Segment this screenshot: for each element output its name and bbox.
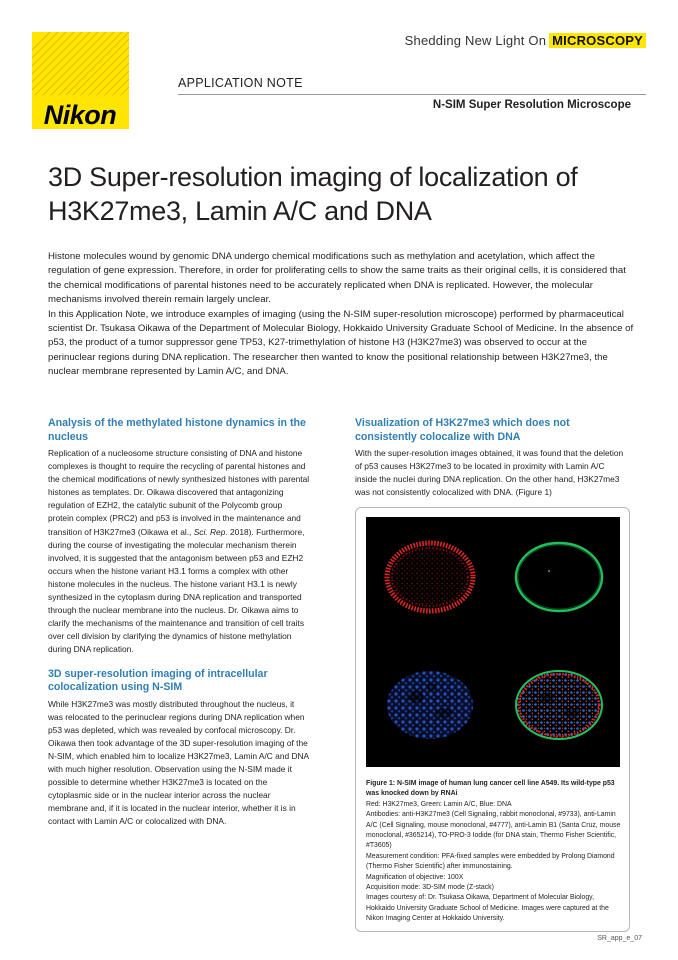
caption-title: Figure 1: N-SIM image of human lung cancer cell line A549. Its wild-type p53 was knocked down by RNAi xyxy=(366,780,615,798)
section-body-imaging: While H3K27me3 was mostly distributed throughout the nucleus, it was relocated to the perinuclear regions during DNA replication when p53 was depleted, which was revealed by confocal microscopy. Dr. Oikawa then took advantage of the 3D super-resolution imaging of the N-SIM, which enabled him to localize H3K27me3, Lamin A/C and DNA with much higher resolution. Observation using the N-SIM made it possible to determine whether H3K27me3 is located on the cytoplasmic side or in the nuclear interior across the nuclear membrane and, if it is located in the nuclear interior, whether it is in contact with Lamin A/C or colocalized with DNA. xyxy=(48,698,309,827)
nikon-logo xyxy=(32,32,129,129)
logo-rays-icon xyxy=(32,32,129,129)
section-body-analysis xyxy=(48,447,310,657)
section-heading-analysis: Analysis of the methylated histone dynamics in the nucleus xyxy=(48,417,306,443)
header-divider xyxy=(178,94,646,95)
intro-text xyxy=(48,250,634,380)
figure-caption xyxy=(366,779,622,925)
product-name: N-SIM Super Resolution Microscope xyxy=(432,99,631,111)
panel-h3k27me3 xyxy=(387,543,473,611)
section-label: APPLICATION NOTE xyxy=(178,76,303,90)
left-column xyxy=(48,417,310,828)
panel-merge xyxy=(516,671,602,739)
caption-line: Magnification of objective: 100X xyxy=(366,873,464,881)
caption-line: Acquisition mode: 3D-SIM mode (Z-stack) xyxy=(366,884,494,892)
caption-line: Measurement condition: PFA-fixed samples were embedded by Prolong Diamond (Thermo Fisher Scientific) after immunostaining. xyxy=(366,852,615,871)
panel-lamin xyxy=(516,543,602,611)
right-column xyxy=(355,417,627,499)
page-title xyxy=(48,160,638,228)
title-line-2: H3K27me3, Lamin A/C and DNA xyxy=(48,196,432,226)
document-code: SR_app_e_07 xyxy=(597,935,642,942)
section-heading-visualization: Visualization of H3K27me3 which does not consistently colocalize with DNA xyxy=(355,417,570,443)
analysis-text-b: . 2018). Furthermore, during the course of investigating the molecular mechanism therein involved, it is suggested that the antagonism between p53 and EZH2 occurs when the histone variant H3.1 forms a complex with other histone molecules in the nucleus. The histone variant H3.1 is newly synthesized in the cytoplasm during DNA replication and transported through the nuclear membrane into the nucleus. Dr. Oikawa aims to clarify the mechanisms of the maintenance and transition of cell traits over cell division by clarifying the dynamics of histone methylation during DNA replication. xyxy=(48,526,305,655)
caption-line: Red: H3K27me3, Green: Lamin A/C, Blue: DNA xyxy=(366,800,512,808)
figure-image xyxy=(366,517,620,767)
title-line-1: 3D Super-resolution imaging of localization of xyxy=(48,162,578,192)
intro-paragraph-1: Histone molecules wound by genomic DNA undergo chemical modifications such as methylation and acetylation, which affect the regulation of gene expression. Therefore, in order for proliferating cells to show the same traits as their original cells, it is considered that the chemical modifications of parental histones need to be accurately replicated when DNA is replicated. However, the molecular mechanisms involved therein remain largely unclear. xyxy=(48,251,626,306)
tagline-highlight: MICROSCOPY xyxy=(549,33,646,48)
tagline-prefix: Shedding New Light On xyxy=(404,33,547,48)
analysis-text-a: Replication of a nucleosome structure consisting of DNA and histone complexes is thought to require the recycling of parental histones and the chemical modifications of newly synthesized histones with parental histones as templates. Dr. Oikawa discovered that antagonizing regulation of EZH2, the catalytic subunit of the Polycomb group protein complex (PRC2) and p53 is involved in the maintenance and transition of H3K27me3 (Oikawa et al., xyxy=(48,448,310,537)
microscopy-panels xyxy=(366,517,620,767)
section-heading-imaging: 3D super-resolution imaging of intracellular colocalization using N-SIM xyxy=(48,667,268,693)
analysis-reference: Sci. Rep xyxy=(193,526,226,537)
section-body-visualization: With the super-resolution images obtained, it was found that the deletion of p53 causes H3K27me3 to be located in proximity with Lamin A/C inside the nuclei during DNA replication. On the other hand, H3K27me3 was not consistently colocalized with DNA. (Figure 1) xyxy=(355,448,624,498)
panel-dna xyxy=(387,671,473,739)
caption-line: Antibodies: anti-H3K27me3 (Cell Signaling, rabbit monoclonal, #9733), anti-Lamin A/C (Cell Signaling, mouse monoclonal, #4777), anti-Lamin B1 (Santa Cruz, mouse monoclonal, #365214), TO-PRO-3 Iodide (for DNA stain, Thermo Fisher Scientific, #T3605) xyxy=(366,811,621,850)
tagline xyxy=(405,33,646,48)
logo-wordmark: Nikon xyxy=(43,100,117,129)
intro-paragraph-2: In this Application Note, we introduce examples of imaging (using the N-SIM super-resolution microscope) performed by pharmaceutical scientist Dr. Tsukasa Oikawa of the Department of Molecular Biology, Hokkaido University Graduate School of Medicine. In the absence of p53, the product of a tumor suppressor gene TP53, K27-trimethylation of histone H3 (H3K27me3) was observed to occur at the perinuclear regions during DNA replication. The researcher then wanted to know the positional relationship between H3K27me3, the nuclear membrane represented by Lamin A/C, and DNA. xyxy=(48,308,634,378)
caption-line: Images courtesy of: Dr. Tsukasa Oikawa, Department of Molecular Biology, Hokkaido University Graduate School of Medicine. Images were captured at the Nikon Imaging Center at Hokkaido University. xyxy=(366,894,609,923)
